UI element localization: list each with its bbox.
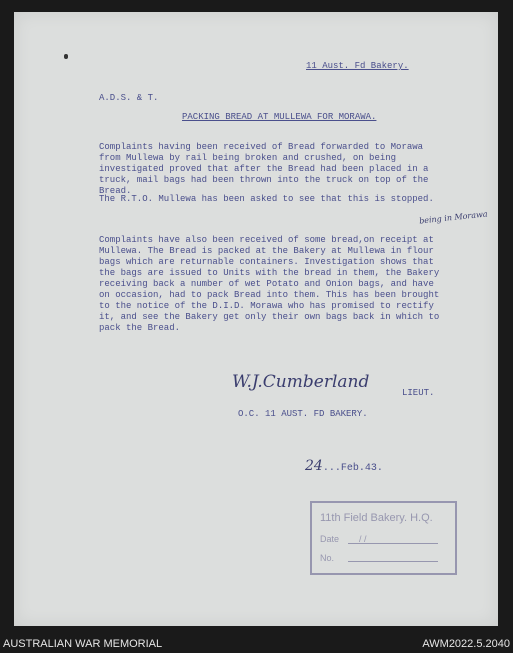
handwritten-insert: being in Morawa [418,209,488,226]
footer-institution: AUSTRALIAN WAR MEMORIAL [3,638,163,650]
signature-block: O.C. 11 AUST. FD BAKERY. [238,409,368,419]
paragraph-2: The R.T.O. Mullewa has been asked to see that this is stopped. [99,194,434,204]
receipt-stamp [310,501,457,575]
punch-hole [64,54,68,59]
handwritten-signature: W.J.Cumberland [232,372,370,392]
paragraph-3: Complaints have also been received of some bread,on receipt at Mullewa. The Bread is packed at the Bakery at Mullewa in flour bags which are returnable containers. Investigation shows that the bags are issued to Units with the bread in them, the Bakery receiving back a number of wet Potato and Onion bags, and have on occasion, had to pack Bread into them. This has been brought to the notice of the D.I.D. Morawa who has promised to rectify it, and see the Bakery get only their own bags back in which to pack the Bread. [99,235,440,333]
footer-bar [0,636,513,653]
addressee: A.D.S. & T. [99,93,159,103]
stamp-date-label: Date / / [320,534,367,544]
paragraph-1: Complaints having been received of Bread forwarded to Morawa from Mullewa by rail being broken and crushed, on being investigated proved that after the Bread had been placed in a truck, mail bags had been thrown into the truck on top of the Bread. [99,142,429,196]
stamp-date-line [348,543,438,544]
stamp-date-value: / / [359,534,367,544]
unit-heading: 11 Aust. Fd Bakery. [306,61,409,71]
typed-date: ...Feb.43. [322,463,383,474]
signature-rank: LIEUT. [402,388,435,398]
document-title: PACKING BREAD AT MULLEWA FOR MORAWA. [182,112,377,122]
date-line [281,450,383,485]
document-page [14,12,498,626]
footer-accession-number: AWM2022.5.2040 [422,638,510,650]
stamp-no-label: No. [320,553,335,563]
handwritten-date: 24 [305,458,323,474]
stamp-title: 11th Field Bakery. H.Q. [320,512,433,524]
stamp-no-line [348,561,438,562]
